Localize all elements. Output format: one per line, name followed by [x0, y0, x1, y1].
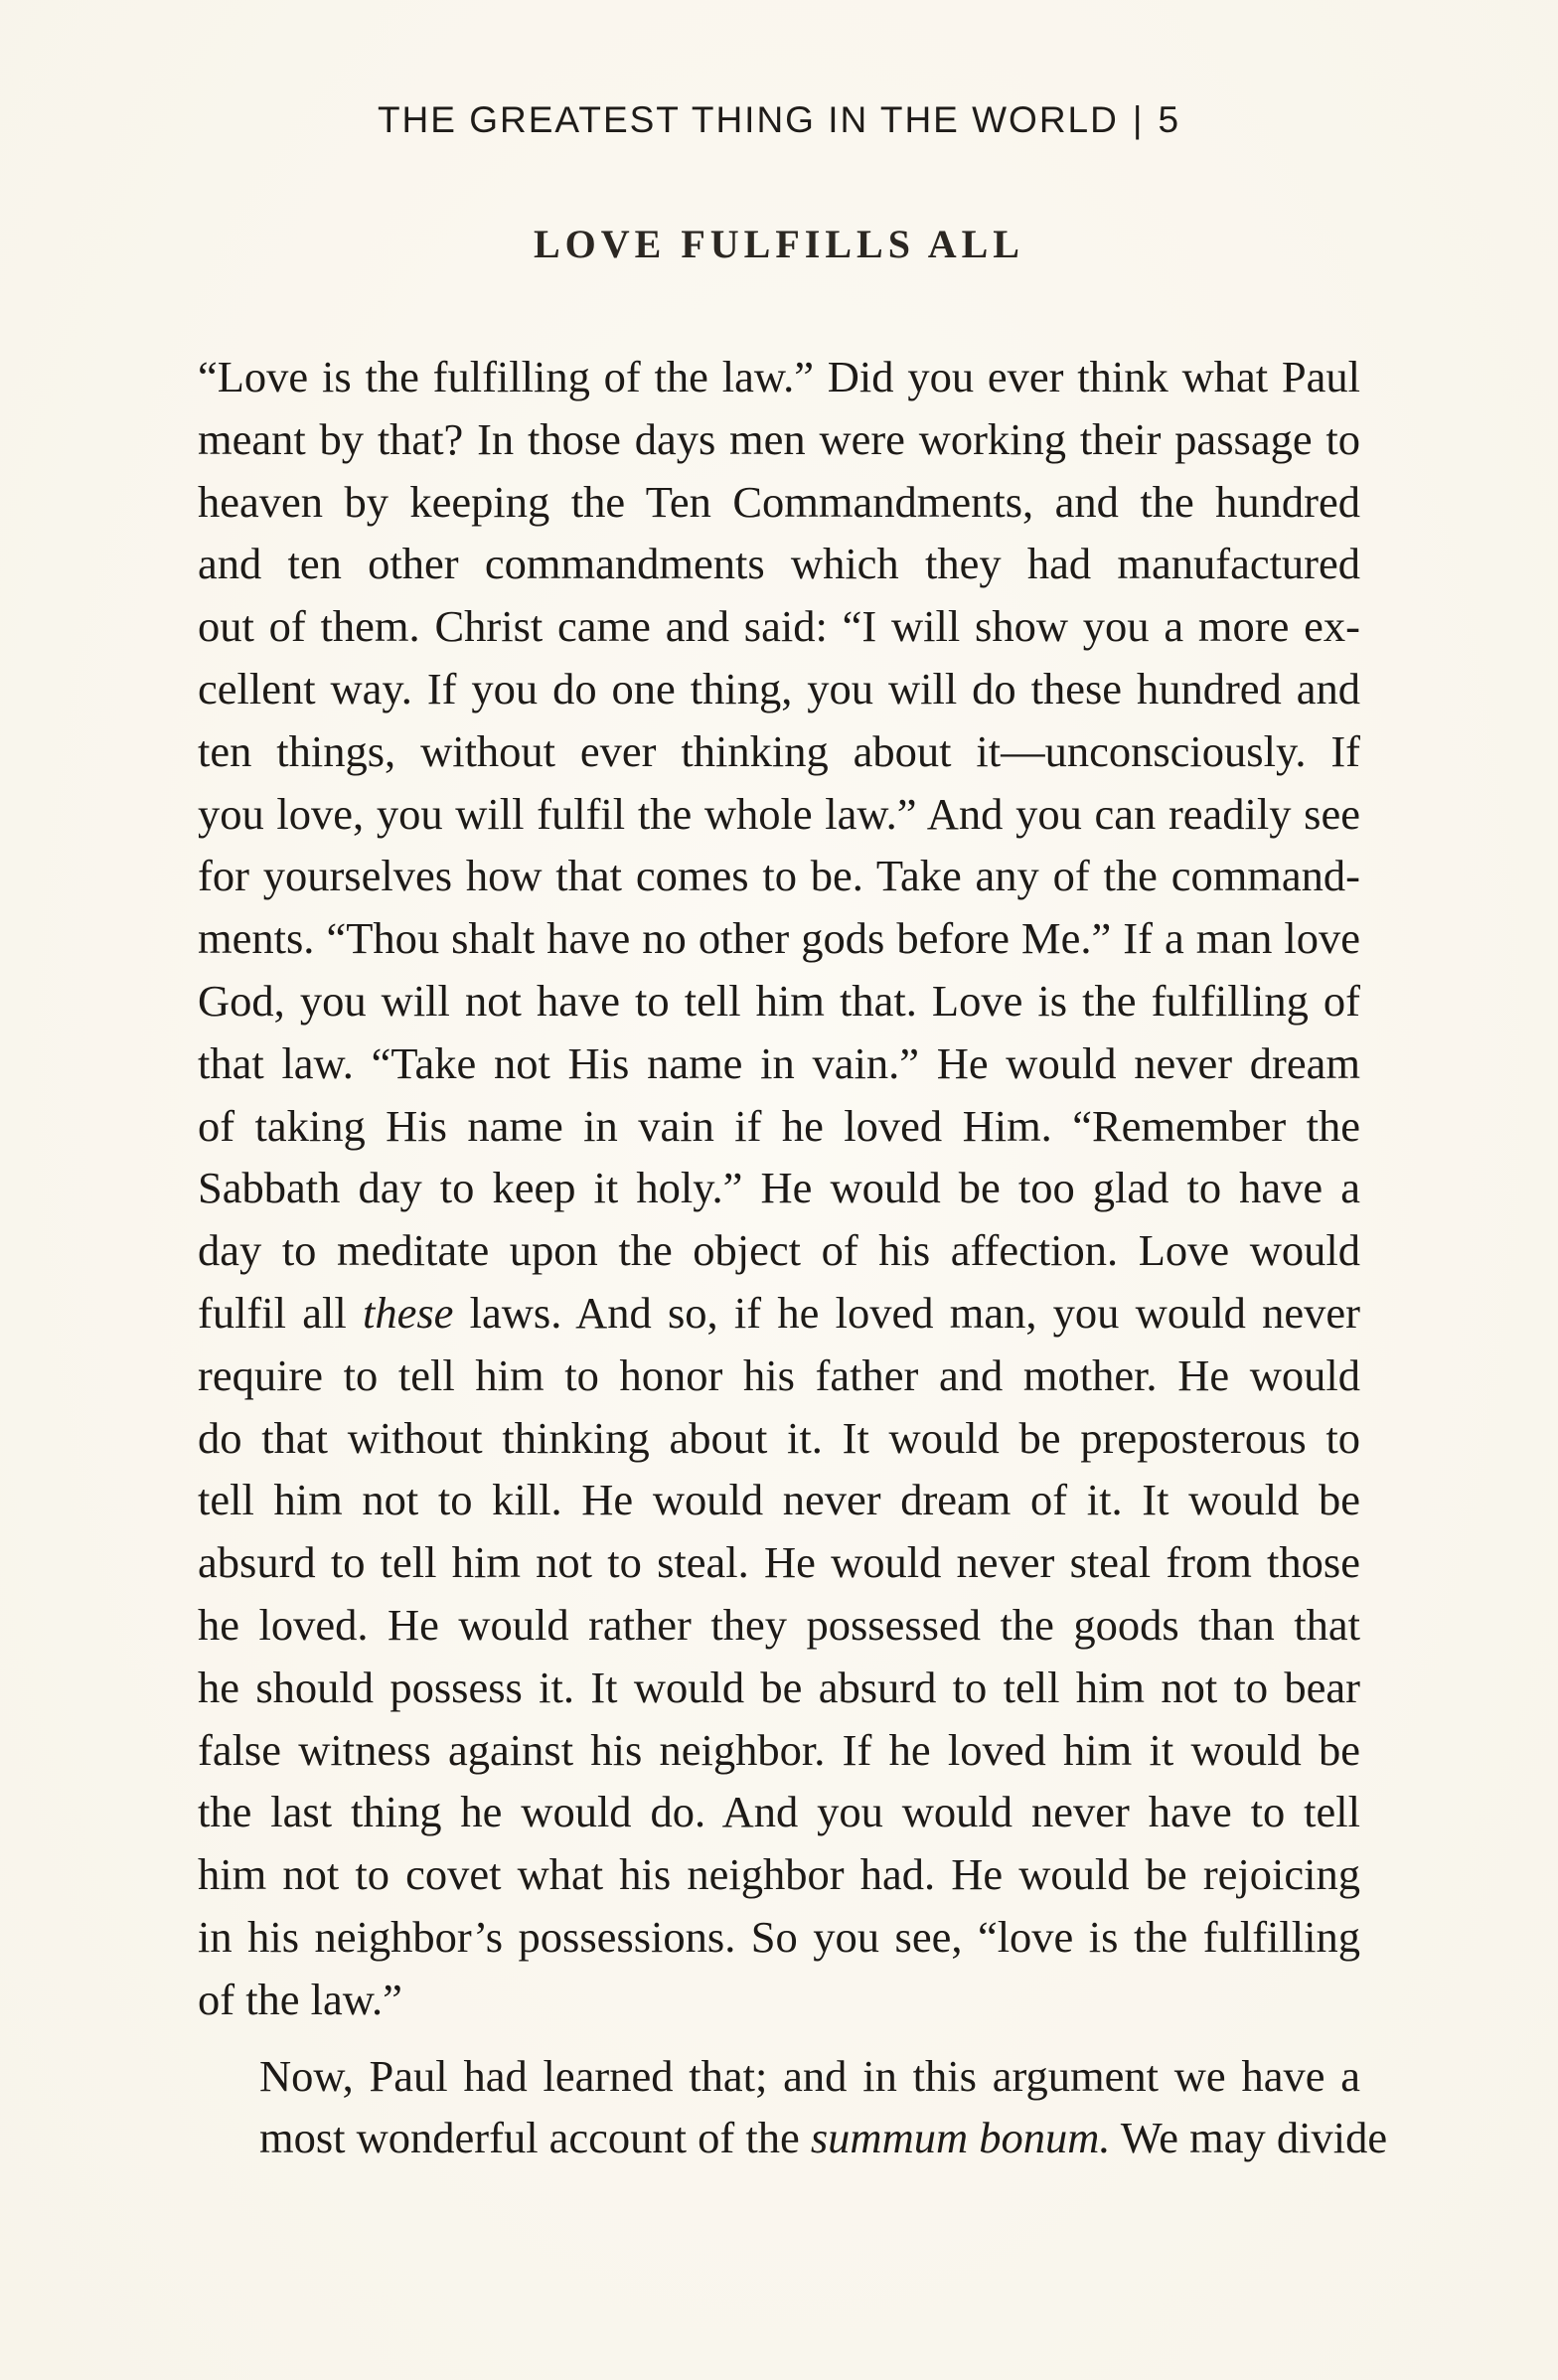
text-line: and ten other commandments which they had manufactured [198, 539, 1360, 589]
text-line: you love, you will fulfil the whole law.” And you can readily see [198, 788, 1360, 839]
text-line: cellent way. If you do one thing, you will do these hundred and [198, 663, 1360, 714]
running-title: THE GREATEST THING IN THE WORLD [377, 99, 1119, 140]
text-line: in his neighbor’s possessions. So you see, “love is the fulfilling [198, 1911, 1360, 1962]
text-line: tell him not to kill. He would never dream of it. It would be [198, 1475, 1360, 1525]
text-line: ten things, without ever thinking about it—unconsciously. If [198, 725, 1360, 776]
text-line: ments. “Thou shalt have no other gods before Me.” If a man love [198, 913, 1360, 964]
text-segment: We may divide [1110, 2113, 1388, 2163]
text-segment: fulfil all [198, 1287, 363, 1338]
text-line: false witness against his neighbor. If he loved him it would be [198, 1724, 1360, 1775]
header-separator: | [1132, 99, 1145, 140]
text-line: of taking His name in vain if he loved Him. “Remember the [198, 1100, 1360, 1151]
emphasis-these: these [362, 1287, 454, 1338]
emphasis-summum-bonum: summum bonum. [810, 2113, 1111, 2163]
text-line: out of them. Christ came and said: “I will show you a more ex- [198, 601, 1360, 652]
chapter-heading: LOVE FULFILLS ALL [533, 222, 1024, 266]
text-segment: laws. And so, if he loved man, you would never [453, 1287, 1360, 1338]
text-line-with-emphasis [198, 2107, 1388, 2169]
text-line: “Love is the fulfilling of the law.” Did you ever think what Paul [198, 352, 1360, 401]
text-line: the last thing he would do. And you would never have to tell [198, 1787, 1360, 1837]
text-line: him not to covet what his neighbor had. He would be rejoicing [198, 1849, 1360, 1900]
text-line: Now, Paul had learned that; and in this argument we have a [259, 2050, 1360, 2101]
text-line: God, you will not have to tell him that. Love is the fulfilling of [198, 975, 1360, 1026]
text-line: day to meditate upon the object of his affection. Love would [198, 1225, 1360, 1276]
text-line: he should possess it. It would be absurd to tell him not to bear [198, 1662, 1360, 1712]
text-line-with-emphasis [198, 1282, 1360, 1345]
page-number: 5 [1158, 99, 1181, 140]
text-line: for yourselves how that comes to be. Take any of the command- [198, 851, 1360, 901]
text-line: do that without thinking about it. It would be preposterous to [198, 1412, 1360, 1463]
text-line: absurd to tell him not to steal. He would never steal from those [198, 1537, 1360, 1588]
text-line: heaven by keeping the Ten Commandments, and the hundred [198, 476, 1360, 527]
text-segment: most wonderful account of the [259, 2113, 811, 2163]
body-text [198, 346, 1388, 2169]
paragraph-1 [198, 346, 1360, 2031]
paragraph-2 [198, 2045, 1388, 2170]
text-line: that law. “Take not His name in vain.” He would never dream [198, 1037, 1360, 1088]
text-line: require to tell him to honor his father and mother. He would [198, 1349, 1360, 1400]
text-line: Sabbath day to keep it holy.” He would be too glad to have a [198, 1163, 1360, 1213]
text-line: meant by that? In those days men were working their passage to [198, 413, 1360, 464]
running-header [0, 99, 1558, 141]
text-line: he loved. He would rather they possessed the goods than that [198, 1599, 1360, 1650]
text-line: of the law.” [198, 1974, 402, 2024]
